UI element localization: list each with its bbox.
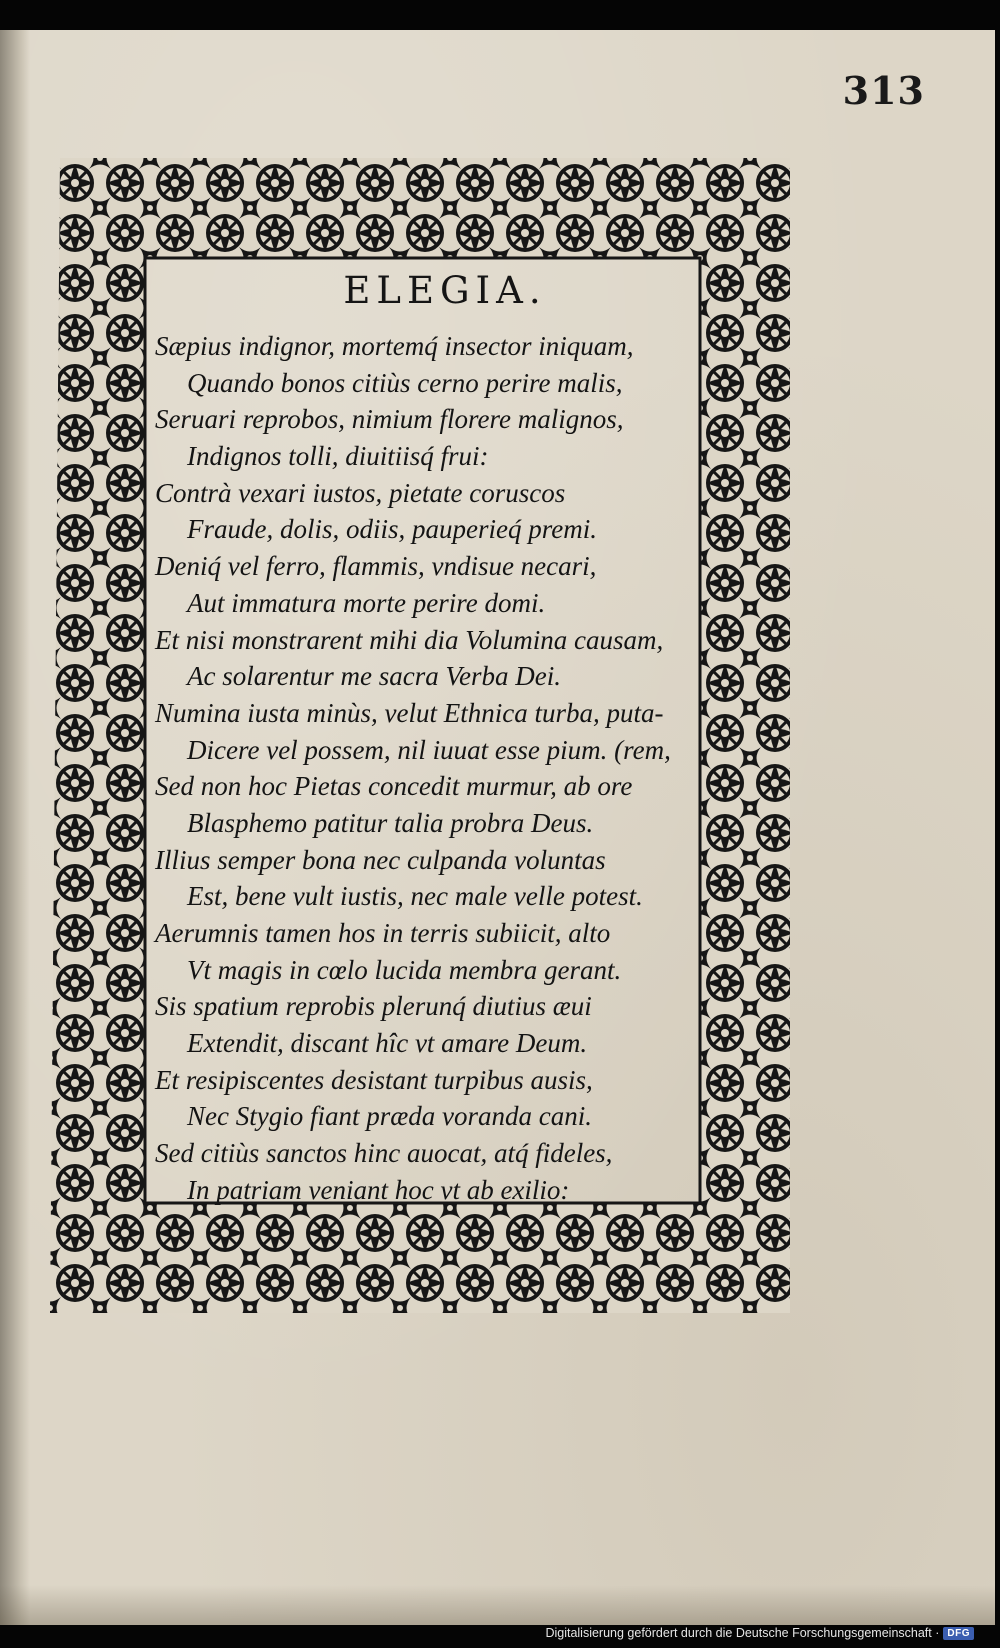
verse-line: Aut immatura morte perire domi. bbox=[187, 587, 546, 618]
book-page bbox=[0, 30, 995, 1625]
verse-line: Numina iusta minùs, velut Ethnica turba, puta- bbox=[155, 697, 664, 728]
dfg-logo: DFG bbox=[943, 1627, 974, 1640]
verse-line: Nec Stygio fiant præda voranda cani. bbox=[187, 1101, 592, 1132]
verse-lines bbox=[155, 328, 735, 1209]
elegy-text-block bbox=[155, 255, 735, 1255]
elegy-title: ELEGIA. bbox=[343, 269, 547, 312]
verse-line: Blasphemo patitur talia probra Deus. bbox=[187, 807, 594, 838]
verse-line: Illius semper bona nec culpanda voluntas bbox=[155, 844, 606, 875]
page-bottom-shadow bbox=[0, 1585, 995, 1625]
verse-line: In patriam veniant hoc vt ab exilio: bbox=[187, 1174, 570, 1205]
verse-line: Contrà vexari iustos, pietate coruscos bbox=[155, 477, 566, 508]
verse-line: Et resipiscentes desistant turpibus ausis, bbox=[155, 1064, 593, 1095]
verse-line: Et nisi monstrarent mihi dia Volumina causam, bbox=[155, 624, 664, 655]
verse-line: Dicere vel possem, nil iuuat esse pium. (rem, bbox=[187, 734, 671, 765]
page-number: 313 bbox=[842, 68, 925, 113]
verse-line: Ac solarentur me sacra Verba Dei. bbox=[187, 661, 561, 692]
verse-line: Aerumnis tamen hos in terris subiicit, alto bbox=[155, 918, 611, 948]
verse-line: Sis spatium reprobis plerunq́ diutius æui bbox=[155, 991, 592, 1022]
verse-line: Deniq́ vel ferro, flammis, vndisue necari, bbox=[155, 551, 597, 582]
verse-line: Seruari reprobos, nimium florere malignos, bbox=[155, 404, 624, 435]
page-gutter-shadow bbox=[0, 30, 30, 1625]
verse-line: Extendit, discant hîc vt amare Deum. bbox=[187, 1028, 588, 1059]
credit-text: Digitalisierung gefördert durch die Deutsche Forschungsgemeinschaft · bbox=[545, 1626, 940, 1640]
verse-line: Indignos tolli, diuitiisq́ frui: bbox=[187, 441, 489, 472]
verse-line: Vt magis in cœlo lucida membra gerant. bbox=[187, 954, 622, 985]
verse-line: Sed citiùs sanctos hinc auocat, atq́ fideles, bbox=[155, 1138, 613, 1169]
verse-line: Sæpius indignor, mortemq́ insector iniquam, bbox=[155, 331, 634, 361]
verse-line: Est, bene vult iustis, nec male velle potest. bbox=[187, 881, 643, 912]
verse-line: Sed non hoc Pietas concedit murmur, ab ore bbox=[155, 771, 633, 802]
verse-line: Quando bonos citiùs cerno perire malis, bbox=[187, 367, 623, 398]
digitization-credit bbox=[545, 1626, 974, 1640]
verse-line: Fraude, dolis, odiis, pauperieq́ premi. bbox=[187, 514, 597, 545]
